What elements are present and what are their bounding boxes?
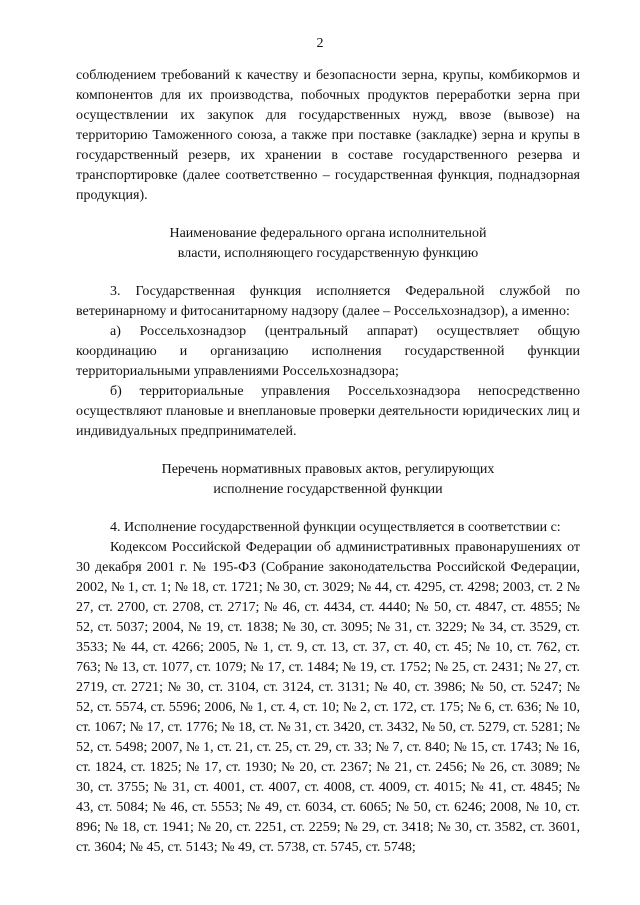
intro-paragraph: соблюдением требований к качеству и безопасности зерна, крупы, комбикормов и компонентов для их производства, побочных продуктов переработки зерна при осуществлении их закупок для государственных нужд, ввозе (вывозе) на территорию Таможенного союза, а также при поставке (закладке) зерна и крупы в государственный резерв, их хранении в составе государственного резерва и транспортировке (далее соответственно – государственная функция, поднадзорная продукция). [76, 68, 580, 203]
document-body [76, 66, 580, 858]
section-heading-line: исполнение государственной функции [213, 482, 443, 497]
paragraph-4-code: Кодексом Российской Федерации об административных правонарушениях от 30 декабря 2001 г. № 195-ФЗ (Собрание законодательства Российской Федерации, 2002, № 1, ст. 1; № 18, ст. 1721; № 30, ст. 3029; № 44, ст. 4295, ст. 4298; 2003, ст. 2 № 27, ст. 2700, ст. 2708, ст. 2717; № 46, ст. 4434, ст. 4440; № 50, ст. 4847, ст. 4855; № 52, ст. 5037; 2004, № 19, ст. 1838; № 30, ст. 3095; № 31, ст. 3229; № 34, ст. 3529, ст. 3533; № 44, ст. 4266; 2005, № 1, ст. 9, ст. 13, ст. 37, ст. 40, ст. 45; № 10, ст. 762, ст. 763; № 13, ст. 1077, ст. 1079; № 17, ст. 1484; № 19, ст. 1752; № 25, ст. 2431; № 27, ст. 2719, ст. 2721; № 30, ст. 3104, ст. 3124, ст. 3131; № 40, ст. 3986; № 50, ст. 5247; № 52, ст. 5574, ст. 5596; 2006, № 1, ст. 4, ст. 10; № 2, ст. 172, ст. 175; № 6, ст. 636; № 10, ст. 1067; № 17, ст. 1776; № 18, ст. № 31, ст. 3420, ст. 3432, № 50, ст. 5279, ст. 5281; № 52, ст. 5498; 2007, № 1, ст. 21, ст. 25, ст. 29, ст. 33; № 7, ст. 840; № 15, ст. 1743; № 16, ст. 1824, ст. 1825; № 17, ст. 1930; № 20, ст. 2367; № 21, ст. 2456; № 26, ст. 3089; № 30, ст. 3755; № 31, ст. 4001, ст. 4007, ст. 4008, ст. 4009, ст. 4015; № 41, ст. 4845; № 43, ст. 5084; № 46, ст. 5553; № 49, ст. 6034, ст. 6065; № 50, ст. 6246; 2008, № 10, ст. 896; № 18, ст. 1941; № 20, ст. 2251, ст. 2259; № 29, ст. 3418; № 30, ст. 3582, ст. 3601, ст. 3604; № 45, ст. 5143; № 49, ст. 5738, ст. 5745, ст. 5748; [76, 540, 580, 855]
paragraph-3: 3. Государственная функция исполняется Федеральной службой по ветеринарному и фитосанитарному надзору (далее – Россельхознадзор), а именно: [76, 284, 580, 319]
section-heading-executing-authority [76, 224, 580, 264]
section-heading-line: власти, исполняющего государственную функцию [177, 246, 479, 261]
section-heading-line: Перечень нормативных правовых актов, регулирующих [161, 462, 495, 477]
paragraph-3b: б) территориальные управления Россельхознадзора непосредственно осуществляют плановые и внеплановые проверки деятельности юридических лиц и индивидуальных предпринимателей. [76, 384, 580, 439]
section-heading-line: Наименование федерального органа исполнительной [169, 226, 487, 241]
paragraph-4: 4. Исполнение государственной функции осуществляется в соответствии с: [110, 520, 561, 535]
section-heading-legal-acts [76, 460, 580, 500]
page-number: 2 [316, 36, 324, 51]
paragraph-3a: а) Россельхознадзор (центральный аппарат) осуществляет общую координацию и организацию исполнения государственной функции территориальными управлениями Россельхознадзора; [76, 324, 580, 379]
